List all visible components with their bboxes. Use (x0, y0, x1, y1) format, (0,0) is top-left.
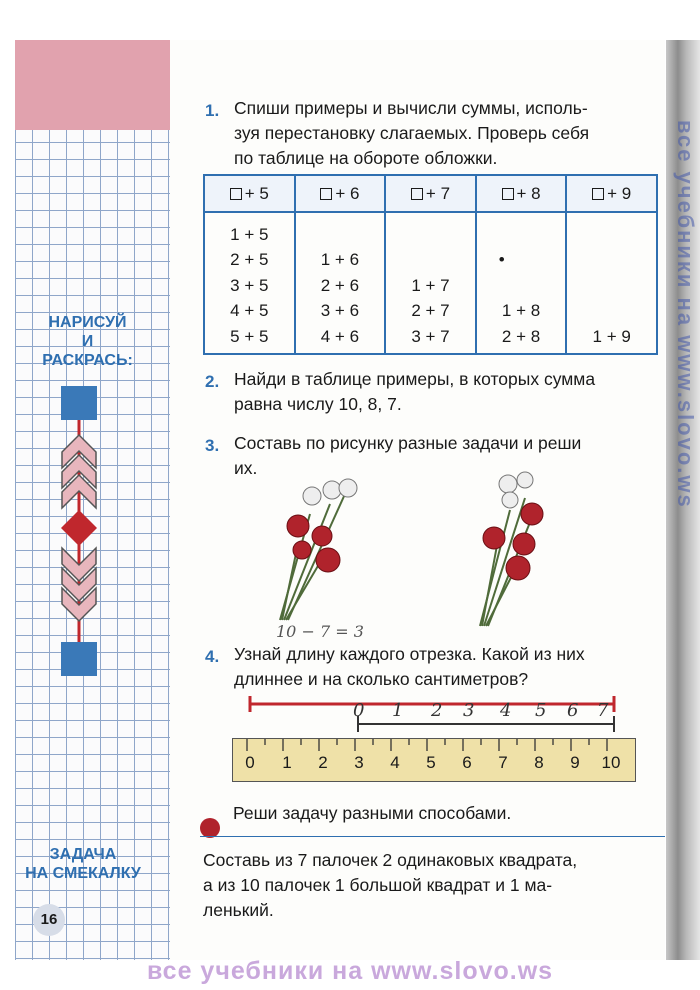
ruler-label: 9 (570, 753, 580, 772)
task4-line: длиннее и на сколько сантиметров? (234, 669, 529, 689)
bonus-line: ленький. (203, 900, 274, 920)
task4-line: Узнай длину каждого отрезка. Какой из них (234, 644, 585, 664)
page-number: 16 (33, 904, 65, 936)
red-dot-icon (200, 818, 220, 838)
hand-digit: 3 (463, 700, 475, 721)
example: 2 + 8 (501, 326, 541, 346)
table-header: + 8 (476, 175, 567, 212)
dot-mark: • (498, 250, 505, 269)
table-column-7 (385, 212, 476, 354)
example: 1 + 5 (230, 224, 269, 244)
task1-line: зуя перестановку слагаемых. Проверь себя (234, 123, 590, 143)
table-column-6 (295, 212, 386, 354)
bonus-line: Составь из 7 палочек 2 одинаковых квадрата, (203, 850, 578, 870)
task1-line: по таблице на обороте обложки. (234, 148, 498, 168)
task-number: 3. (205, 436, 220, 455)
ruler-label: 3 (354, 753, 364, 772)
handwritten-equation: 10 − 7 = 3 (276, 622, 364, 641)
example (477, 273, 566, 299)
hand-digit: 5 (535, 700, 547, 721)
hand-digit: 6 (567, 700, 579, 721)
pattern-drawing (45, 380, 115, 680)
hand-digit: 2 (431, 700, 443, 721)
puzzle-title: ЗАДАЧА НА СМЕКАЛКУ (25, 846, 141, 882)
example: 4 + 6 (320, 326, 360, 346)
example: 3 + 5 (230, 275, 269, 295)
ruler-label: 6 (462, 753, 472, 772)
task1-text (234, 96, 659, 171)
example: 5 + 5 (230, 326, 269, 346)
task-number: 1. (205, 101, 220, 120)
task1-line: Спиши примеры и вычисли суммы, исполь- (234, 98, 588, 118)
empty-box-icon (502, 188, 514, 200)
hand-digit: 0 (353, 700, 365, 721)
task-number: 2. (205, 372, 220, 391)
task3-line: Составь по рисунку разные задачи и реши (234, 433, 582, 453)
example: 3 + 6 (320, 301, 360, 320)
ruler-label: 7 (498, 753, 508, 772)
task3-line: их. (234, 458, 258, 478)
handwritten-digits (345, 700, 625, 730)
example: 2 + 5 (230, 250, 269, 269)
example: 1 + 8 (501, 301, 541, 320)
divider (200, 836, 665, 837)
table-column-8 (476, 212, 567, 354)
hand-digit: 7 (597, 700, 609, 721)
ruler-label: 10 (601, 753, 621, 772)
hand-digit: 1 (392, 700, 404, 721)
bonus-text (203, 848, 663, 923)
task2-line: равна числу 10, 8, 7. (234, 394, 402, 414)
ruler (232, 738, 636, 782)
site-watermark: все учебники на www.slovo.ws (146, 957, 554, 985)
task-number: 4. (205, 647, 220, 666)
ruler-label: 0 (245, 753, 255, 772)
ruler-label: 1 (282, 753, 292, 772)
task4-text (234, 642, 659, 692)
table-header: + 7 (385, 175, 476, 212)
sidebar-header-block (15, 40, 170, 130)
empty-box-icon (230, 188, 242, 200)
examples-table (203, 174, 658, 355)
example: 3 + 7 (411, 326, 450, 346)
ruler-label: 8 (534, 753, 544, 772)
example: 1 + 6 (320, 250, 360, 269)
table-header: + 9 (566, 175, 657, 212)
example: 1 + 7 (411, 275, 450, 295)
empty-box-icon (320, 188, 332, 200)
example: 2 + 6 (320, 275, 360, 295)
example: 4 + 5 (230, 301, 269, 320)
table-column-9 (566, 212, 657, 354)
hand-digit: 4 (500, 700, 512, 721)
table-column-5 (204, 212, 295, 354)
example: 1 + 9 (592, 326, 631, 346)
ruler-label: 5 (426, 753, 436, 772)
table-header: + 6 (295, 175, 386, 212)
bonus-intro: Реши задачу разными способами. (233, 803, 512, 823)
empty-box-icon (411, 188, 423, 200)
example: 2 + 7 (411, 301, 450, 320)
draw-color-title: НАРИСУЙ И РАСКРАСЬ: (42, 314, 133, 369)
bonus-line: а из 10 палочек 1 большой квадрат и 1 ма- (203, 875, 553, 895)
task2-text (234, 367, 659, 417)
carnations-bouquet-right (470, 470, 570, 630)
empty-box-icon (592, 188, 604, 200)
ruler-label: 4 (390, 753, 400, 772)
spine-watermark: все учебники на www.slovo.ws (673, 120, 698, 509)
carnations-bouquet-left (270, 474, 370, 624)
ruler-label: 2 (318, 753, 328, 772)
table-header: + 5 (204, 175, 295, 212)
task2-line: Найди в таблице примеры, в которых сумма (234, 369, 596, 389)
